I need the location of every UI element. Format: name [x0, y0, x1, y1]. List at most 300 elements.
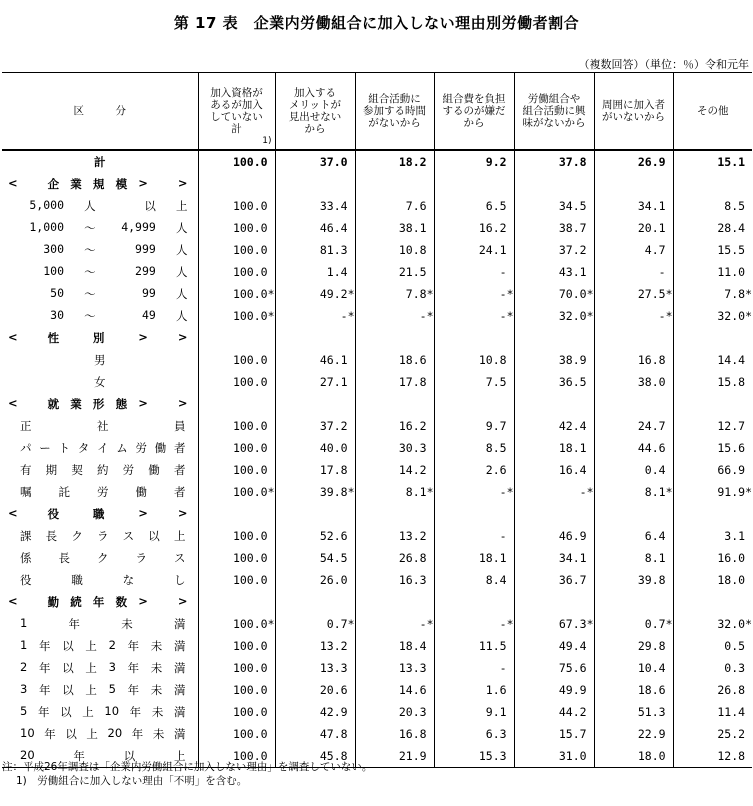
- row-label-char: 労: [97, 485, 109, 499]
- table-row: [2, 239, 752, 261]
- row-label: [2, 525, 198, 547]
- value-cell: 10.8: [355, 239, 434, 261]
- row-label-char: 満: [173, 727, 186, 741]
- table-row: [2, 657, 752, 679]
- value-cell: 18.0: [673, 569, 752, 591]
- value-cell: 26.8: [355, 547, 434, 569]
- row-label-char: 上: [85, 661, 97, 675]
- section-char: >: [138, 594, 148, 608]
- row-label: [2, 283, 198, 305]
- value-cell: 100.0: [198, 723, 275, 745]
- value-cell: 6.5: [434, 195, 514, 217]
- size-sep: ～: [84, 287, 96, 301]
- value-cell: 18.0: [594, 745, 673, 768]
- value-cell: 12.8: [673, 745, 752, 768]
- section-char: 態: [115, 397, 128, 411]
- value-cell: 21.5: [355, 261, 434, 283]
- row-label-char: 3: [108, 660, 116, 674]
- header-col-fee: [434, 73, 514, 151]
- total-label: 計: [94, 155, 106, 169]
- value-cell: 44.2: [514, 701, 594, 723]
- value-cell: 16.8: [594, 349, 673, 371]
- row-label: 女: [94, 375, 106, 389]
- value-cell: 46.9: [514, 525, 594, 547]
- section-close-bracket: >: [177, 176, 188, 190]
- value-cell: 9.2: [434, 150, 514, 173]
- header-col6-line1: 周囲に加入者: [602, 99, 665, 111]
- header-col3-line3: がないから: [368, 117, 421, 129]
- section-row-size: [2, 173, 752, 195]
- value-cell: 46.4: [275, 217, 355, 239]
- row-label-char: 上: [85, 639, 97, 653]
- value-cell: 8.1*: [355, 481, 434, 503]
- row-label-char: 有: [20, 463, 32, 477]
- empty-cell: [594, 503, 673, 525]
- value-cell: 100.0: [198, 547, 275, 569]
- section-char: 就: [47, 397, 60, 411]
- empty-cell: [434, 591, 514, 613]
- size-unit: 人: [175, 287, 188, 301]
- row-label-char: 職: [71, 573, 83, 587]
- value-cell: 100.0: [198, 459, 275, 481]
- row-label: 男: [94, 353, 106, 367]
- value-cell: 100.0: [198, 657, 275, 679]
- table-row: [2, 635, 752, 657]
- value-cell: 9.7: [434, 415, 514, 437]
- value-cell: 13.2: [355, 525, 434, 547]
- value-cell: 39.8: [594, 569, 673, 591]
- header-col2-line4: から: [304, 123, 326, 135]
- row-label-char: 働: [135, 485, 147, 499]
- value-cell: 15.5: [673, 239, 752, 261]
- value-cell: 100.0: [198, 150, 275, 173]
- size-to: 以: [144, 199, 156, 213]
- row-label: [2, 657, 198, 679]
- empty-cell: [275, 327, 355, 349]
- value-cell: 13.2: [275, 635, 355, 657]
- value-cell: 18.6: [355, 349, 434, 371]
- value-cell: 16.4: [514, 459, 594, 481]
- section-char: 性: [47, 331, 60, 345]
- value-cell: 67.3*: [514, 613, 594, 635]
- size-sep: ～: [84, 221, 96, 235]
- header-col2-line3: 見出せない: [288, 111, 342, 123]
- row-label-char: 5: [108, 682, 116, 696]
- header-col1-line1: 加入資格が: [210, 87, 263, 99]
- value-cell: -*: [355, 613, 434, 635]
- row-label-char: 満: [173, 683, 186, 697]
- value-cell: 18.2: [355, 150, 434, 173]
- row-label-char: 年: [39, 639, 51, 653]
- value-cell: 7.5: [434, 371, 514, 393]
- value-cell: 49.9: [514, 679, 594, 701]
- empty-cell: [434, 327, 514, 349]
- size-from: 1,000: [29, 220, 64, 234]
- value-cell: 1.6: [434, 679, 514, 701]
- value-cell: 7.6: [355, 195, 434, 217]
- row-label-char: 上: [173, 529, 186, 543]
- section-label: [2, 503, 198, 525]
- row-label-char: 以: [62, 661, 74, 675]
- table-row: [2, 283, 752, 305]
- value-cell: -*: [434, 613, 514, 635]
- value-cell: 20.1: [594, 217, 673, 239]
- row-label-char: ム: [116, 441, 128, 455]
- value-cell: 37.0: [275, 150, 355, 173]
- value-cell: 37.2: [514, 239, 594, 261]
- empty-cell: [514, 327, 594, 349]
- value-cell: 9.1: [434, 701, 514, 723]
- row-label-char: 正: [20, 419, 32, 433]
- row-label-char: 嘱: [20, 485, 32, 499]
- value-cell: 21.9: [355, 745, 434, 768]
- value-cell: 100.0: [198, 261, 275, 283]
- value-cell: 91.9*: [673, 481, 752, 503]
- size-sep: 人: [84, 199, 96, 213]
- value-cell: 51.3: [594, 701, 673, 723]
- value-cell: 34.1: [594, 195, 673, 217]
- value-cell: 15.7: [514, 723, 594, 745]
- row-label-char: 者: [173, 463, 186, 477]
- value-cell: 20.3: [355, 701, 434, 723]
- value-cell: 100.0: [198, 701, 275, 723]
- row-label-char: 約: [96, 463, 109, 477]
- value-cell: 15.1: [673, 150, 752, 173]
- value-cell: 8.4: [434, 569, 514, 591]
- value-cell: 29.8: [594, 635, 673, 657]
- table-row: [2, 723, 752, 745]
- empty-cell: [673, 173, 752, 195]
- row-label: [2, 261, 198, 283]
- row-label: [2, 635, 198, 657]
- footnotes: [2, 760, 372, 788]
- empty-cell: [514, 393, 594, 415]
- row-label-char: 上: [173, 749, 186, 763]
- value-cell: -*: [434, 305, 514, 327]
- section-label: [2, 591, 198, 613]
- row-label-char: 係: [20, 551, 32, 565]
- value-cell: -*: [514, 481, 594, 503]
- size-to: 4,999: [121, 220, 156, 234]
- empty-cell: [673, 503, 752, 525]
- table-body: [2, 150, 752, 768]
- footnote-1: 注：平成26年調査は「企業内労働組合に加入しない理由」を調査していない。: [2, 761, 373, 773]
- value-cell: 33.4: [275, 195, 355, 217]
- row-label-char: 以: [60, 705, 72, 719]
- section-label: [2, 173, 198, 195]
- empty-cell: [355, 591, 434, 613]
- value-cell: 28.4: [673, 217, 752, 239]
- section-char: 勤: [47, 595, 60, 609]
- empty-cell: [355, 393, 434, 415]
- row-label-char: 社: [97, 419, 109, 433]
- size-to: 99: [141, 286, 156, 300]
- row-label-char: 1: [20, 638, 28, 652]
- empty-cell: [198, 393, 275, 415]
- row-label-char: 1: [20, 616, 28, 630]
- section-char: >: [138, 176, 148, 190]
- row-label-char: 上: [82, 705, 94, 719]
- empty-cell: [434, 393, 514, 415]
- row-label: [2, 239, 198, 261]
- value-cell: 44.6: [594, 437, 673, 459]
- empty-cell: [198, 591, 275, 613]
- value-cell: 100.0*: [198, 283, 275, 305]
- empty-cell: [434, 503, 514, 525]
- row-label-char: 未: [150, 639, 163, 653]
- section-char: 職: [92, 507, 105, 521]
- row-label-char: パ: [20, 441, 32, 455]
- row-label-char: 長: [45, 529, 58, 543]
- header-col4-line1: 組合費を負担: [442, 93, 506, 105]
- row-label-char: な: [122, 573, 135, 587]
- empty-cell: [355, 327, 434, 349]
- value-cell: 26.9: [594, 150, 673, 173]
- table-row: [2, 459, 752, 481]
- value-cell: 15.3: [434, 745, 514, 768]
- value-cell: 100.0*: [198, 481, 275, 503]
- header-col-time: [355, 73, 434, 151]
- value-cell: 100.0: [198, 415, 275, 437]
- row-label-char: 3: [20, 682, 28, 696]
- value-cell: 0.3: [673, 657, 752, 679]
- value-cell: 17.8: [355, 371, 434, 393]
- value-cell: 15.8: [673, 371, 752, 393]
- value-cell: 100.0: [198, 371, 275, 393]
- row-label-char: タ: [77, 441, 90, 455]
- size-from: 30: [50, 308, 64, 322]
- value-cell: 1.4: [275, 261, 355, 283]
- row-label-char: ク: [71, 529, 83, 543]
- value-cell: 38.7: [514, 217, 594, 239]
- value-cell: 25.2: [673, 723, 752, 745]
- header-col1-note: 1): [262, 136, 272, 146]
- value-cell: 26.8: [673, 679, 752, 701]
- row-label-char: し: [173, 573, 186, 587]
- value-cell: -: [434, 525, 514, 547]
- header-col-total: [198, 73, 275, 151]
- value-cell: 24.7: [594, 415, 673, 437]
- empty-cell: [514, 591, 594, 613]
- value-cell: 34.5: [514, 195, 594, 217]
- row-label: [2, 305, 198, 327]
- value-cell: 43.1: [514, 261, 594, 283]
- value-cell: 39.8*: [275, 481, 355, 503]
- value-cell: 52.6: [275, 525, 355, 547]
- value-cell: 46.1: [275, 349, 355, 371]
- value-cell: 18.6: [594, 679, 673, 701]
- value-cell: 100.0: [198, 525, 275, 547]
- value-cell: 34.1: [514, 547, 594, 569]
- value-cell: 100.0: [198, 635, 275, 657]
- value-cell: 32.0*: [673, 613, 752, 635]
- empty-cell: [514, 173, 594, 195]
- row-label-char: 役: [20, 573, 32, 587]
- section-char: 企: [47, 177, 60, 191]
- row-label-char: 働: [148, 463, 160, 477]
- table-row: [2, 679, 752, 701]
- value-cell: 100.0: [198, 239, 275, 261]
- row-label-char: 以: [62, 683, 74, 697]
- size-from: 100: [43, 264, 64, 278]
- value-cell: 3.1: [673, 525, 752, 547]
- header-col3-line2: 参加する時間: [363, 105, 426, 117]
- row-label-char: 2: [20, 660, 28, 674]
- size-unit: 人: [175, 309, 188, 323]
- header-col5-line3: 味がないから: [522, 117, 586, 129]
- value-cell: 75.6: [514, 657, 594, 679]
- empty-cell: [594, 173, 673, 195]
- value-cell: 30.3: [355, 437, 434, 459]
- value-cell: 18.1: [434, 547, 514, 569]
- row-label-char: 課: [20, 529, 32, 543]
- total-row: [2, 150, 752, 173]
- empty-cell: [275, 591, 355, 613]
- size-sep: ～: [84, 309, 96, 323]
- value-cell: 66.9: [673, 459, 752, 481]
- table-title: 第 17 表 企業内労働組合に加入しない理由別労働者割合: [173, 14, 580, 32]
- header-row: [2, 73, 752, 151]
- value-cell: 42.9: [275, 701, 355, 723]
- value-cell: 8.5: [673, 195, 752, 217]
- value-cell: 37.8: [514, 150, 594, 173]
- value-cell: -: [594, 261, 673, 283]
- value-cell: 47.8: [275, 723, 355, 745]
- empty-cell: [198, 173, 275, 195]
- section-char: >: [138, 506, 148, 520]
- value-cell: 4.7: [594, 239, 673, 261]
- row-label-char: 年: [44, 727, 56, 741]
- value-cell: -: [434, 657, 514, 679]
- value-cell: -: [434, 261, 514, 283]
- value-cell: 38.1: [355, 217, 434, 239]
- section-row-sex: [2, 327, 752, 349]
- section-close-bracket: >: [177, 330, 188, 344]
- header-col4-line3: から: [463, 117, 485, 129]
- value-cell: -*: [594, 305, 673, 327]
- section-open-bracket: <: [8, 176, 18, 190]
- value-cell: 100.0*: [198, 305, 275, 327]
- value-cell: 0.7*: [275, 613, 355, 635]
- row-label: [2, 701, 198, 723]
- value-cell: 17.8: [275, 459, 355, 481]
- value-cell: 10.8: [434, 349, 514, 371]
- value-cell: 70.0*: [514, 283, 594, 305]
- row-label-char: ク: [97, 551, 109, 565]
- value-cell: 100.0: [198, 569, 275, 591]
- value-cell: 6.4: [594, 525, 673, 547]
- row-label-char: 働: [154, 441, 167, 455]
- value-cell: 13.3: [355, 657, 434, 679]
- row-label-char: 年: [129, 705, 142, 719]
- value-cell: 37.2: [275, 415, 355, 437]
- value-cell: 18.1: [514, 437, 594, 459]
- row-label-char: イ: [97, 441, 109, 455]
- row-label-char: 未: [150, 683, 163, 697]
- value-cell: 100.0: [198, 349, 275, 371]
- table-row: [2, 195, 752, 217]
- value-cell: 24.1: [434, 239, 514, 261]
- size-to: 299: [135, 264, 156, 278]
- header-col7-label: その他: [697, 105, 729, 117]
- row-label-char: ラ: [135, 551, 147, 565]
- empty-cell: [434, 173, 514, 195]
- value-cell: 32.0*: [514, 305, 594, 327]
- row-label: [2, 437, 198, 459]
- row-label-char: 長: [58, 551, 70, 565]
- row-label-char: 5: [20, 704, 28, 718]
- header-col1-line4: 計: [231, 123, 242, 135]
- value-cell: -*: [434, 481, 514, 503]
- empty-cell: [673, 591, 752, 613]
- value-cell: 27.5*: [594, 283, 673, 305]
- empty-cell: [594, 327, 673, 349]
- row-label-char: 期: [45, 463, 58, 477]
- row-label-char: 労: [135, 441, 147, 455]
- row-label: [2, 195, 198, 217]
- section-row-tenure: [2, 591, 752, 613]
- table-row: [2, 613, 752, 635]
- size-to: 49: [141, 308, 156, 322]
- value-cell: 40.0: [275, 437, 355, 459]
- section-char: >: [138, 396, 148, 410]
- row-label-char: 10: [104, 704, 120, 718]
- section-open-bracket: <: [8, 506, 18, 520]
- value-cell: 7.8*: [355, 283, 434, 305]
- row-label: [2, 481, 198, 503]
- value-cell: 13.3: [275, 657, 355, 679]
- value-cell: 2.6: [434, 459, 514, 481]
- section-close-bracket: >: [177, 594, 188, 608]
- row-label-char: 託: [58, 485, 70, 499]
- row-label: [2, 723, 198, 745]
- row-label-char: 者: [174, 441, 186, 455]
- empty-cell: [275, 173, 355, 195]
- header-col5-line1: 労働組合や: [527, 93, 581, 105]
- value-cell: 14.6: [355, 679, 434, 701]
- row-label-char: 年: [131, 727, 144, 741]
- value-cell: 16.8: [355, 723, 434, 745]
- value-cell: 22.9: [594, 723, 673, 745]
- header-col-peers: [594, 73, 673, 151]
- value-cell: 36.5: [514, 371, 594, 393]
- section-char: 業: [70, 397, 82, 411]
- value-cell: 16.2: [355, 415, 434, 437]
- empty-cell: [673, 327, 752, 349]
- empty-cell: [673, 393, 752, 415]
- row-label: [2, 613, 198, 635]
- value-cell: 27.1: [275, 371, 355, 393]
- section-label: [2, 327, 198, 349]
- row-label: [2, 679, 198, 701]
- value-cell: 20.6: [275, 679, 355, 701]
- value-cell: 11.5: [434, 635, 514, 657]
- empty-cell: [594, 591, 673, 613]
- row-label-char: 以: [62, 639, 74, 653]
- section-row-employment: [2, 393, 752, 415]
- header-col1-line3: していない: [210, 111, 263, 123]
- row-label-char: ス: [174, 551, 186, 565]
- table-row: [2, 701, 752, 723]
- section-close-bracket: >: [177, 396, 188, 410]
- table-row: [2, 349, 752, 371]
- table-row: [2, 217, 752, 239]
- empty-cell: [355, 173, 434, 195]
- value-cell: 16.2: [434, 217, 514, 239]
- value-cell: 81.3: [275, 239, 355, 261]
- value-cell: 49.4: [514, 635, 594, 657]
- row-label-char: 20: [20, 748, 35, 762]
